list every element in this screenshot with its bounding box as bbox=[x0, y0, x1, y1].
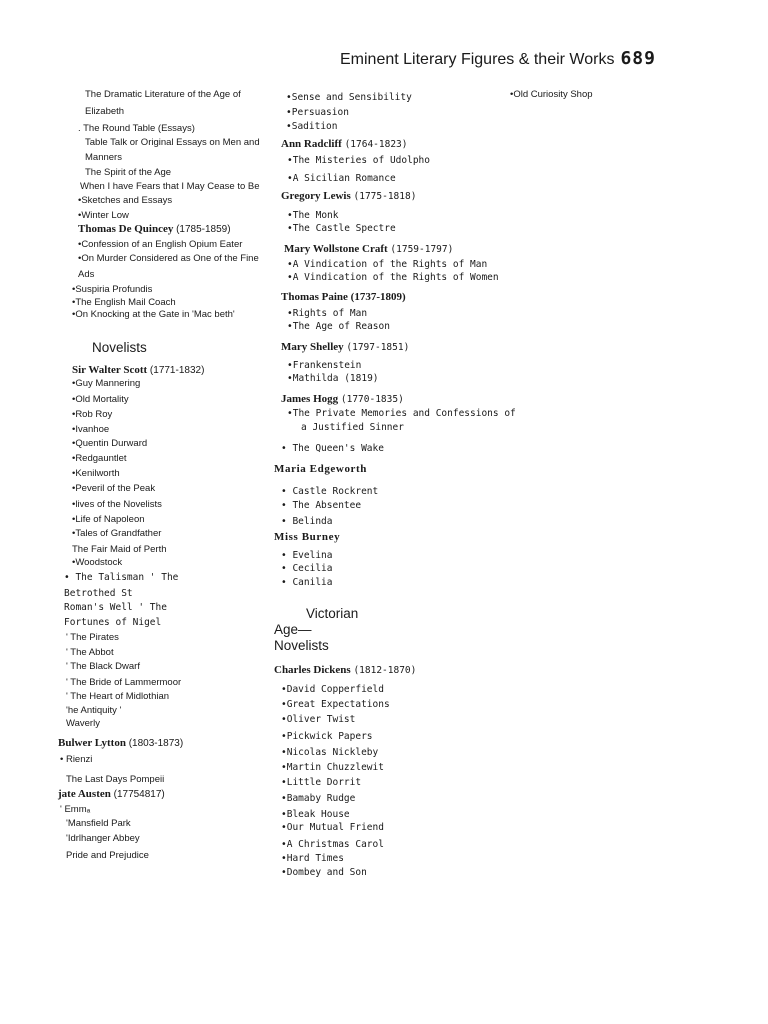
work-title: •A Vindication of the Rights of Man bbox=[287, 259, 488, 270]
work-title: •Great Expectations bbox=[281, 699, 390, 710]
work-title: •Tales of Grandfather bbox=[72, 528, 162, 539]
author-heading: Thomas De Quincey (1785-1859) bbox=[78, 223, 231, 235]
page-title: Eminent Literary Figures & their Works bbox=[340, 51, 615, 68]
work-title: ' Emmₐ bbox=[60, 804, 91, 815]
section-heading: Victorian bbox=[306, 606, 359, 621]
work-title: •The Castle Spectre bbox=[287, 223, 396, 234]
work-title: The Fair Maid of Perth bbox=[72, 544, 167, 555]
work-title: •Our Mutual Friend bbox=[281, 822, 384, 833]
work-title: • Canilia bbox=[281, 577, 333, 588]
author-heading: Maria Edgeworth bbox=[274, 463, 368, 475]
work-title: 'he Antiquity ' bbox=[66, 705, 122, 716]
author-heading: Mary Shelley (1797-1851) bbox=[281, 341, 410, 353]
work-title: •The Monk bbox=[287, 210, 339, 221]
work-title: • The Talisman ' The bbox=[64, 572, 179, 583]
work-title: Manners bbox=[85, 152, 122, 163]
author-heading: Miss Burney bbox=[274, 531, 341, 543]
work-title: •Mathilda (1819) bbox=[287, 373, 379, 384]
work-title: •Bamaby Rudge bbox=[281, 793, 356, 804]
work-title: •Dombey and Son bbox=[281, 867, 367, 878]
work-title: •Confession of an English Opium Eater bbox=[78, 239, 243, 250]
work-title: •Quentin Durward bbox=[72, 438, 148, 449]
work-title: • Evelina bbox=[281, 550, 333, 561]
work-title: The Last Days Pompeii bbox=[66, 774, 165, 785]
work-title: •Sadition bbox=[286, 121, 338, 132]
work-title: • Rienzi bbox=[60, 754, 93, 765]
author-heading: Charles Dickens (1812-1870) bbox=[274, 664, 417, 676]
work-title: •The Misteries of Udolpho bbox=[287, 155, 430, 166]
work-title: •The Private Memories and Confessions of bbox=[287, 408, 516, 419]
work-title: •Martin Chuzzlewit bbox=[281, 762, 384, 773]
work-title: •Winter Low bbox=[78, 210, 129, 221]
page-header bbox=[340, 48, 720, 69]
work-title: •Peveril of the Peak bbox=[72, 483, 156, 494]
work-title: •Rob Roy bbox=[72, 409, 113, 420]
author-heading: Sir Walter Scott (1771-1832) bbox=[72, 364, 205, 376]
work-title: • Cecilia bbox=[281, 563, 333, 574]
work-title: Betrothed St bbox=[64, 588, 133, 599]
work-title: The Dramatic Literature of the Age of bbox=[85, 89, 241, 100]
work-title: •A Christmas Carol bbox=[281, 839, 384, 850]
work-title: •The English Mail Coach bbox=[72, 297, 176, 308]
work-title: •Rights of Man bbox=[287, 308, 368, 319]
author-heading: Bulwer Lytton (1803-1873) bbox=[58, 737, 184, 749]
work-title: •Sense and Sensibility bbox=[286, 92, 412, 103]
work-title: •Oliver Twist bbox=[281, 714, 356, 725]
work-title: •Pickwick Papers bbox=[281, 731, 373, 742]
work-title: •A Vindication of the Rights of Women bbox=[287, 272, 499, 283]
work-title: • The Queen's Wake bbox=[281, 443, 384, 454]
work-title: •On Murder Considered as One of the Fine bbox=[78, 253, 259, 264]
work-title: •Ivanhoe bbox=[72, 424, 110, 435]
work-title: •Old Curiosity Shop bbox=[510, 89, 593, 100]
work-title: Ads bbox=[78, 269, 95, 280]
work-title: •A Sicilian Romance bbox=[287, 173, 396, 184]
work-title: Pride and Prejudice bbox=[66, 850, 149, 861]
work-title: • The Absentee bbox=[281, 500, 362, 511]
work-title: •Bleak House bbox=[281, 809, 350, 820]
work-title: •Persuasion bbox=[286, 107, 349, 118]
work-title: •Frankenstein bbox=[287, 360, 362, 371]
work-title: The Spirit of the Age bbox=[85, 167, 172, 178]
work-title: ' The Black Dwarf bbox=[66, 661, 140, 672]
work-title: 'Idrlhanger Abbey bbox=[66, 833, 140, 844]
work-title: Table Talk or Original Essays on Men and bbox=[85, 137, 260, 148]
work-title: •The Age of Reason bbox=[287, 321, 390, 332]
work-title: •Suspiria Profundis bbox=[72, 284, 153, 295]
author-heading: Thomas Paine (1737-1809) bbox=[281, 291, 406, 303]
section-heading: Age— bbox=[274, 622, 312, 637]
page-number: 689 bbox=[620, 48, 656, 69]
section-heading: Novelists bbox=[274, 638, 329, 653]
author-heading: Gregory Lewis (1775-1818) bbox=[281, 190, 417, 202]
work-title: Waverly bbox=[66, 718, 100, 729]
work-title: • Castle Rockrent bbox=[281, 486, 379, 497]
work-title: •Little Dorrit bbox=[281, 777, 362, 788]
work-title: •Life of Napoleon bbox=[72, 514, 145, 525]
work-title: Elizabeth bbox=[85, 106, 125, 117]
work-title: •David Copperfield bbox=[281, 684, 384, 695]
work-title: When I have Fears that I May Cease to Be bbox=[80, 181, 260, 192]
work-title: Roman's Well ' The bbox=[64, 602, 167, 613]
work-title: •Redgauntlet bbox=[72, 453, 127, 464]
work-title: •Guy Mannering bbox=[72, 378, 141, 389]
author-heading: Ann Radcliff (1764-1823) bbox=[281, 138, 408, 150]
work-title: ' The Abbot bbox=[66, 647, 114, 658]
work-title: •Nicolas Nickleby bbox=[281, 747, 379, 758]
work-title: Fortunes of Nigel bbox=[64, 617, 162, 628]
work-title: •Hard Times bbox=[281, 853, 344, 864]
work-title: •Sketches and Essays bbox=[78, 195, 173, 206]
work-title: ' The Bride of Lammermoor bbox=[66, 677, 182, 688]
work-title: . The Round Table (Essays) bbox=[78, 123, 195, 134]
work-title: •lives of the Novelists bbox=[72, 499, 162, 510]
work-title: a Justified Sinner bbox=[301, 422, 404, 433]
work-title: •Kenilworth bbox=[72, 468, 120, 479]
work-title: •On Knocking at the Gate in 'Mac beth' bbox=[72, 309, 235, 320]
work-title: •Woodstock bbox=[72, 557, 123, 568]
author-heading: Mary Wollstone Craft (1759-1797) bbox=[284, 243, 454, 255]
work-title: 'Mansfield Park bbox=[66, 818, 131, 829]
author-heading: James Hogg (1770-1835) bbox=[281, 393, 404, 405]
work-title: • Belinda bbox=[281, 516, 333, 527]
work-title: ' The Heart of Midlothian bbox=[66, 691, 170, 702]
section-heading: Novelists bbox=[92, 340, 147, 355]
author-heading: jate Austen (17754817) bbox=[58, 788, 165, 800]
work-title: •Old Mortality bbox=[72, 394, 129, 405]
work-title: ' The Pirates bbox=[66, 632, 119, 643]
